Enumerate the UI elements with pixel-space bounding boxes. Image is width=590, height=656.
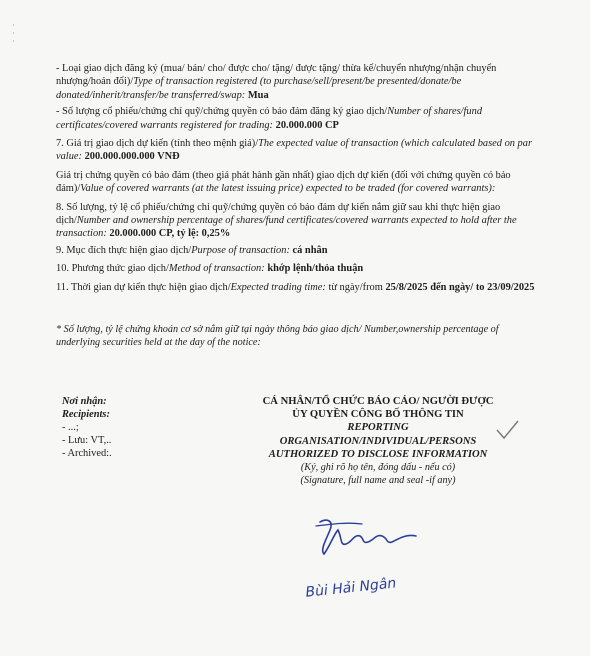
recipients-block: [62, 395, 202, 460]
sign-instruction-vi: (Ký, ghi rõ họ tên, đóng dấu - nếu có): [300, 462, 456, 474]
recipient-line: - ...;: [62, 422, 79, 433]
signer-title-en-3: AUTHORIZED TO DISCLOSE INFORMATION: [268, 448, 488, 460]
covered-warrant-value: Giá trị chứng quyền có bảo đảm (theo giá phát hành gần nhất) giao dịch dự kiến (đối với chứng quyền có bảo đảm)/Value of covered warrants (at the latest issuing price) expected to be traded (for covered warrants):: [56, 169, 511, 195]
transaction-details: [56, 62, 536, 297]
time-to-value: 23/09/2025: [487, 281, 535, 293]
binding-dots: · · ·: [12, 21, 15, 46]
purpose-of-transaction: 9. Mục đích thực hiện giao dịch/Purpose of transaction: cá nhân: [56, 244, 328, 256]
type-value: Mua: [247, 89, 269, 101]
quantity-value: 20.000.000 CP: [275, 119, 339, 131]
holding-after-value: 20.000.000 CP, tỷ lệ: 0,25%: [109, 228, 231, 240]
recipients-heading-en: Recipients:: [62, 409, 110, 420]
recipient-line: - Archived:.: [62, 448, 112, 459]
expected-value: 7. Giá trị giao dịch dự kiến (tính theo mệnh giá)/The expected value of transaction (which calculated based on par value: 200.000.000.000 VNĐ: [56, 138, 532, 163]
holding-note: * Số lượng, tỷ lệ chứng khoán cơ sở nắm giữ tại ngày thông báo giao dịch/ Number,ownership percentage of underlying securities held at the day of the notice:: [56, 324, 499, 349]
signer-title-en-1: REPORTING: [347, 422, 409, 434]
signature-block: [218, 395, 538, 487]
purpose-value: cá nhân: [292, 244, 328, 256]
signer-title-vi-2: ỦY QUYỀN CÔNG BỐ THÔNG TIN: [292, 409, 464, 421]
check-mark-icon: [494, 418, 520, 442]
handwritten-signature-icon: [312, 512, 432, 562]
signer-name: Bùi Hải Ngân: [304, 575, 398, 601]
type-of-transaction: - Loại giao dịch đăng ký (mua/ bán/ cho/ được cho/ tặng/ được tặng/ thừa kế/chuyển nhượng/nhận chuyển nhượng/hoán đổi)/Type of transaction registered (to purchase/sell/present/be presented/donate/be donated/inherit/transfer/be transferred/swap: Mua: [56, 63, 497, 101]
method-value: khớp lệnh/thỏa thuận: [267, 263, 364, 275]
time-from-value: 25/8/2025: [385, 281, 428, 293]
signer-title-vi-1: CÁ NHÂN/TỔ CHỨC BÁO CÁO/ NGƯỜI ĐƯỢC: [262, 396, 494, 407]
holding-after-transaction: 8. Số lượng, tỷ lệ cổ phiếu/chứng chỉ quỹ/chứng quyền có bảo đảm dự kiến nắm giữ sau khi thực hiện giao dịch/Number and ownership percentage of shares/fund certificates/covered warrants expected to hold after the transaction: 20.000.000 CP, tỷ lệ: 0,25%: [56, 201, 517, 240]
expected-trading-time: 11. Thời gian dự kiến thực hiện giao dịch/Expected trading time: từ ngày/from 25/8/2025 đến ngày/ to 23/09/2025: [56, 281, 535, 293]
signer-title-en-2: ORGANISATION/INDIVIDUAL/PERSONS: [279, 435, 477, 447]
expected-value-amount: 200.000.000.000 VNĐ: [84, 151, 180, 163]
recipient-line: - Lưu: VT,..: [62, 435, 112, 446]
registered-quantity: - Số lượng cổ phiếu/chứng chỉ quỹ/chứng quyền có bảo đảm đăng ký giao dịch/Number of shares/fund certificates/covered warrants registered for trading: 20.000.000 CP: [56, 106, 483, 131]
method-of-transaction: 10. Phương thức giao dịch/Method of transaction: khớp lệnh/thỏa thuận: [56, 263, 364, 275]
sign-instruction-en: (Signature, full name and seal -if any): [300, 475, 456, 487]
recipients-heading-vi: Nơi nhận:: [62, 396, 107, 407]
